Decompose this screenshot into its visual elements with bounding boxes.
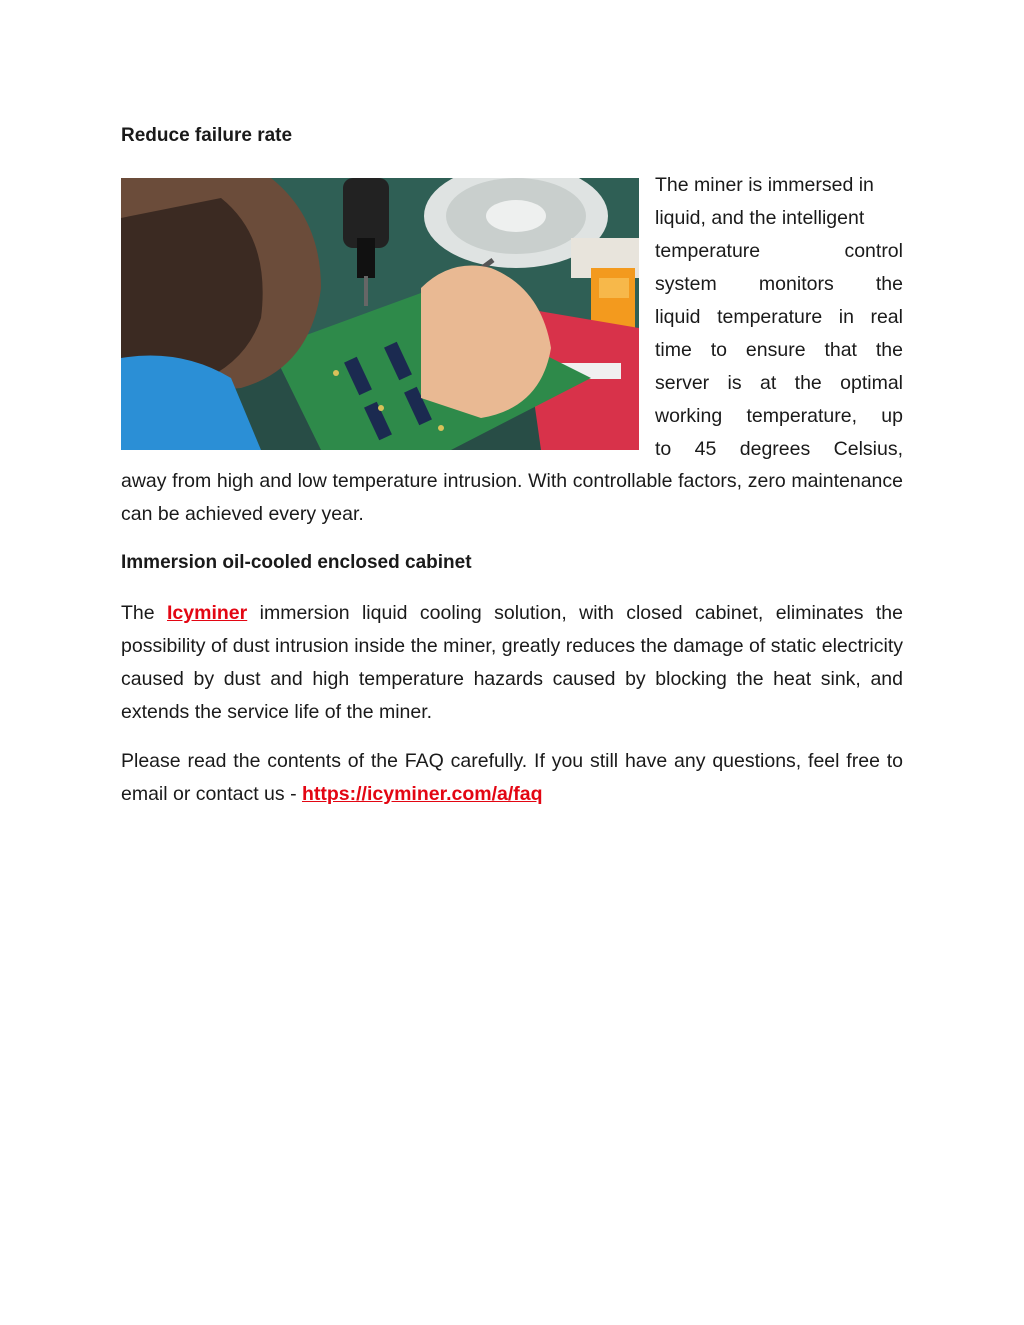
wrap-line: time to ensure that the bbox=[655, 339, 903, 361]
faq-link[interactable]: https://icyminer.com/a/faq bbox=[301, 783, 543, 805]
wrap-line: temperature control bbox=[655, 240, 903, 262]
icyminer-link[interactable]: Icyminer bbox=[167, 602, 248, 624]
paragraph-continuation: away from high and low temperature intrusion. With controllable factors, zero maintenance can be achieved every year. bbox=[121, 470, 903, 525]
wrap-line: system monitors the bbox=[655, 273, 903, 295]
wrap-line: liquid, and the intelligent bbox=[655, 207, 865, 229]
wrapped-paragraph-failure-rate bbox=[655, 169, 903, 466]
wrap-line: The miner is immersed in bbox=[655, 174, 874, 196]
wrap-line: liquid temperature in real bbox=[655, 306, 903, 328]
section-heading-immersion-cabinet: Immersion oil-cooled enclosed cabinet bbox=[121, 552, 472, 573]
wrap-line: working temperature, up bbox=[655, 405, 903, 427]
section-heading-reduce-failure-rate: Reduce failure rate bbox=[121, 125, 293, 146]
wrap-line: server is at the optimal bbox=[655, 372, 903, 394]
faq-text: Please read the contents of the FAQ carefully. If you still have any questions, feel free to email or contact us - bbox=[121, 750, 903, 805]
wrap-line: to 45 degrees Celsius, bbox=[655, 438, 903, 460]
paragraph-faq bbox=[121, 745, 903, 811]
paragraph-immersion bbox=[121, 597, 903, 729]
paragraph-text: immersion liquid cooling solution, with closed cabinet, eliminates the possibility of dust intrusion inside the miner, greatly reduces the damage of static electricity caused by dust and high temperature hazards caused by blocking the heat sink, and extends the service life of the miner. bbox=[121, 602, 903, 723]
paragraph-text: The bbox=[121, 602, 168, 624]
circuit-board-soldering-photo bbox=[121, 178, 639, 450]
